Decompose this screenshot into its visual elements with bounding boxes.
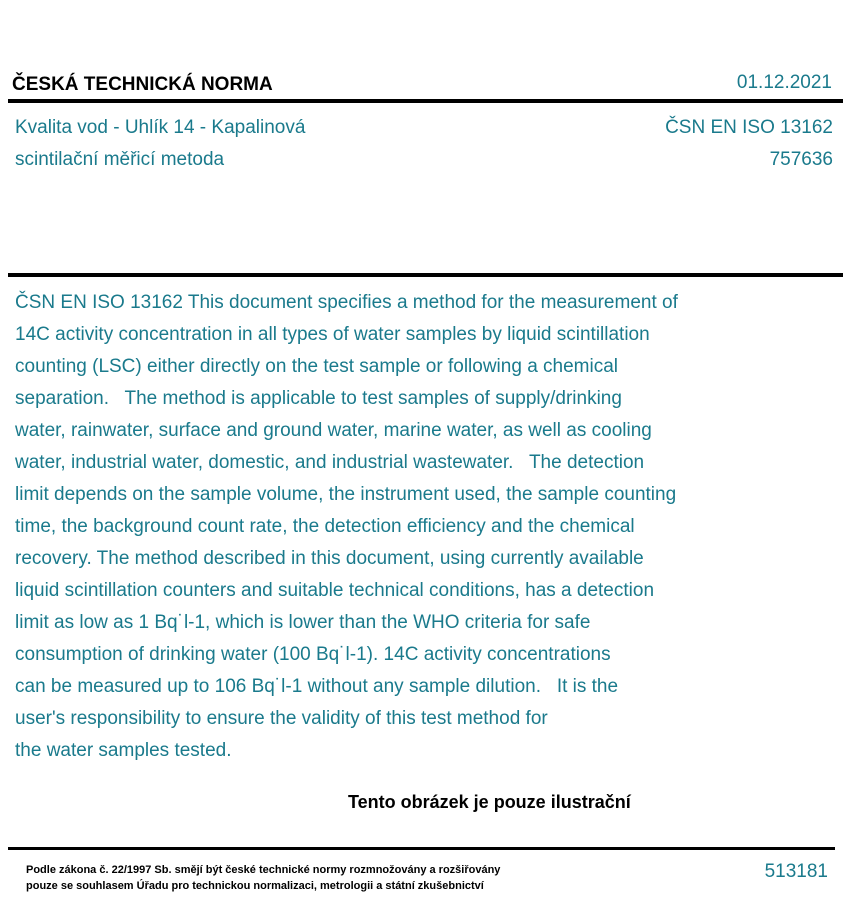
abstract-line: 14C activity concentration in all types of water samples by liquid scintillation xyxy=(15,324,650,345)
section-divider xyxy=(8,273,843,277)
catalog-number: 757636 xyxy=(769,149,833,170)
abstract-line: counting (LSC) either directly on the test sample or following a chemical xyxy=(15,356,619,377)
abstract-line: the water samples tested. xyxy=(15,740,232,761)
footer-number: 513181 xyxy=(764,861,828,882)
abstract-line: user's responsibility to ensure the validity of this test method for xyxy=(15,708,548,729)
footer-divider xyxy=(8,847,835,850)
abstract-line: consumption of drinking water (100 Bq˙l-1). 14C activity concentrations xyxy=(15,644,611,665)
publication-date: 01.12.2021 xyxy=(736,72,832,93)
footer-legal-line-2: pouze se souhlasem Úřadu pro technickou normalizaci, metrologii a státní zkušebnictví xyxy=(26,880,484,892)
abstract-text xyxy=(15,287,795,767)
illustration-note: Tento obrázek je pouze ilustrační xyxy=(348,792,631,812)
document-title-line-1: Kvalita vod - Uhlík 14 - Kapalinová xyxy=(15,117,306,138)
abstract-line: limit depends on the sample volume, the instrument used, the sample counting xyxy=(15,484,677,505)
abstract-line: water, industrial water, domestic, and industrial wastewater. The detection xyxy=(15,452,645,473)
footer-legal-line-1: Podle zákona č. 22/1997 Sb. smějí být české technické normy rozmnožovány a rozšiřovány xyxy=(26,864,501,876)
abstract-line: ČSN EN ISO 13162 This document specifies a method for the measurement of xyxy=(15,292,678,313)
standard-code: ČSN EN ISO 13162 xyxy=(665,117,833,138)
header-divider xyxy=(8,99,843,103)
document-title-line-2: scintilační měřicí metoda xyxy=(15,149,225,170)
abstract-line: separation. The method is applicable to test samples of supply/drinking xyxy=(15,388,622,409)
abstract-line: liquid scintillation counters and suitable technical conditions, has a detection xyxy=(15,580,655,601)
abstract-line: time, the background count rate, the detection efficiency and the chemical xyxy=(15,516,635,537)
abstract-line: recovery. The method described in this document, using currently available xyxy=(15,548,644,569)
abstract-line: water, rainwater, surface and ground water, marine water, as well as cooling xyxy=(15,420,652,441)
abstract-line: limit as low as 1 Bq˙l-1, which is lower than the WHO criteria for safe xyxy=(15,612,591,633)
footer-legal-notice xyxy=(26,862,500,894)
standard-header-title: ČESKÁ TECHNICKÁ NORMA xyxy=(12,74,273,95)
abstract-line: can be measured up to 106 Bq˙l-1 without any sample dilution. It is the xyxy=(15,676,619,697)
